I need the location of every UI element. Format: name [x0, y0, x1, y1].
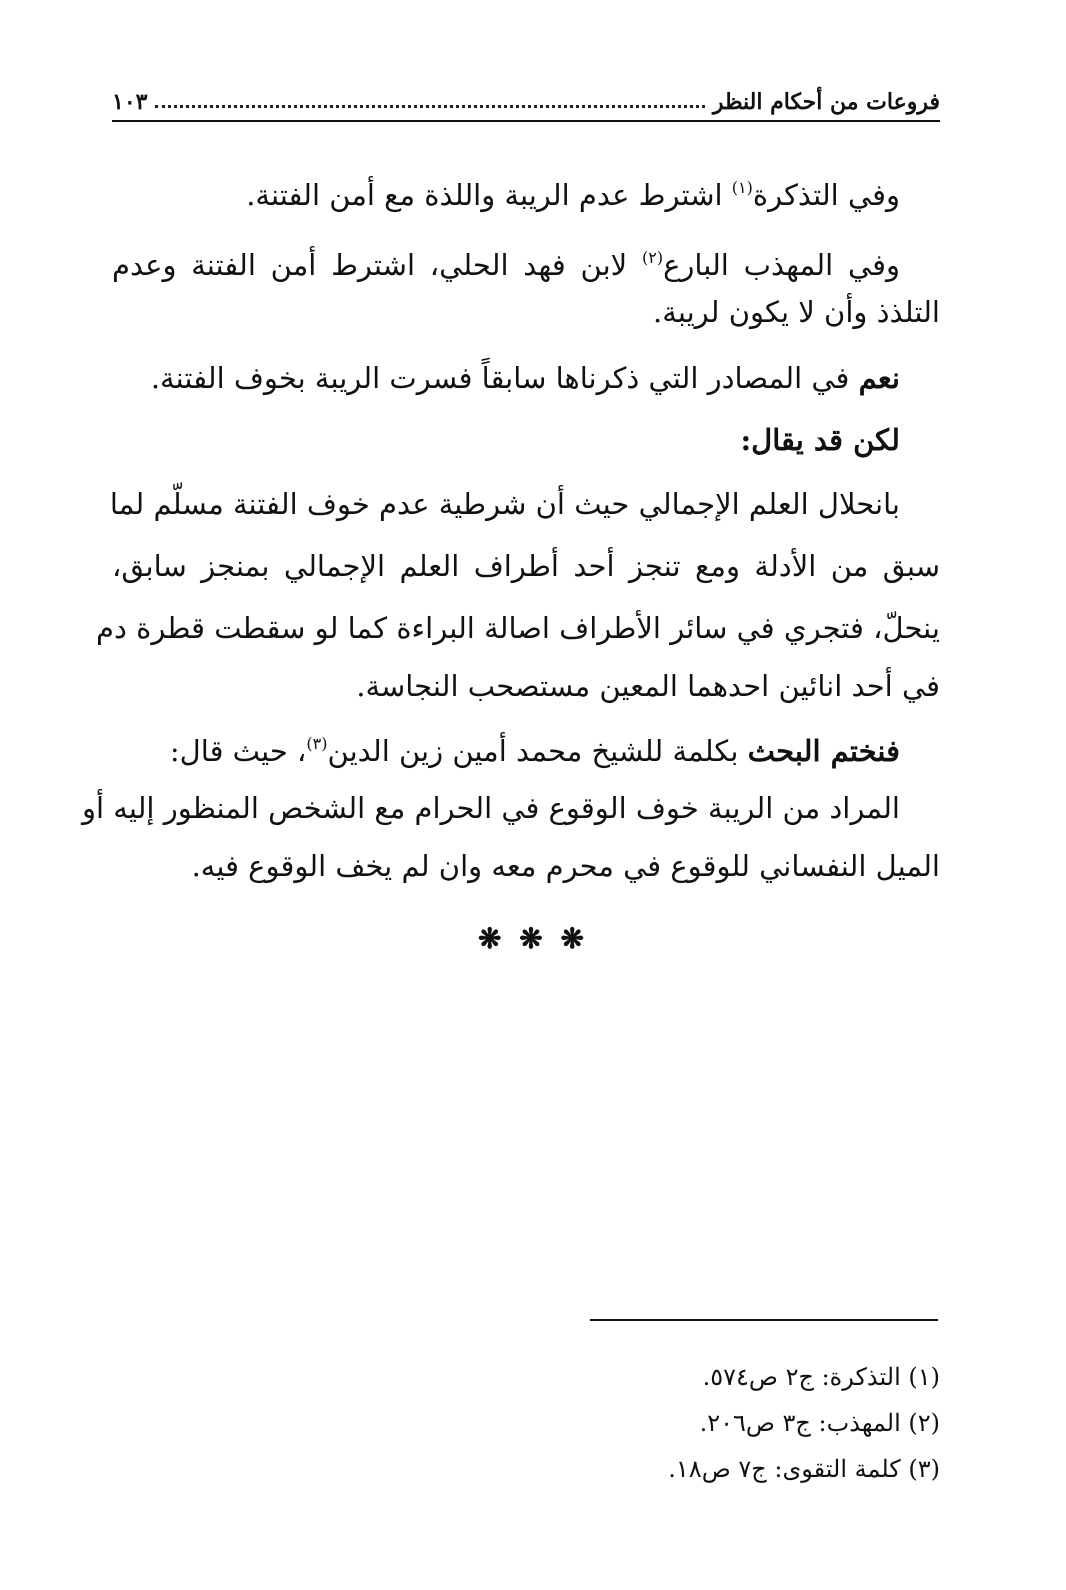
running-header	[112, 84, 940, 122]
paragraph-line-2: وفي المهذب البارع$^{(٢)}$ لابن فهد الحلي، اشترط أمن الفتنة وعدم	[112, 248, 900, 282]
subheading: لكن قد يقال:	[740, 423, 900, 457]
paragraph-line-9: في أحد انائين احدهما المعين مستصحب النجاسة.	[356, 669, 940, 703]
footnote-ref-1: (١)	[731, 178, 753, 197]
footnote-2: (٢) المهذب: ج٣ ص٢٠٦.	[699, 1409, 940, 1437]
section-separator: ❋ ❋ ❋	[478, 922, 588, 955]
quote-line-1: المراد من الريبة خوف الوقوع في الحرام مع الشخص المنظور إليه أو	[82, 791, 900, 825]
footnote-3: (٣) كلمة التقوى: ج٧ ص١٨.	[668, 1455, 940, 1483]
paragraph-line-7: سبق من الأدلة ومع تنجز أحد أطراف العلم الإجمالي بمنجز سابق،	[112, 549, 940, 583]
quote-line-2: الميل النفساني للوقوع في محرم معه وان لم يخف الوقوع فيه.	[191, 849, 940, 883]
paragraph-line-10: فنختم البحث بكلمة للشيخ محمد أمين زين الدين$^{(٣)}$، حيث قال:	[169, 734, 900, 768]
paragraph-line-1: وفي التذكرة$^{(١)}$ اشترط عدم الريبة واللذة مع أمن الفتنة.	[246, 178, 900, 212]
paragraph-line-3: التلذذ وأن لا يكون لريبة.	[653, 295, 940, 329]
paragraph-line-8: ينحلّ، فتجري في سائر الأطراف اصالة البراءة كما لو سقطت قطرة دم	[96, 611, 940, 645]
footnote-ref-3: (٣)	[306, 734, 328, 753]
header-dot-leader	[155, 105, 704, 108]
footnote-ref-2: (٢)	[641, 248, 664, 267]
paragraph-line-4: نعم في المصادر التي ذكرناها سابقاً فسرت الريبة بخوف الفتنة.	[150, 361, 900, 395]
page-number: ١٠٣	[112, 89, 148, 115]
footnote-1: (١) التذكرة: ج٢ ص٥٧٤.	[702, 1363, 940, 1391]
header-title: فروعات من أحكام النظر	[712, 89, 940, 115]
paragraph-line-6: بانحلال العلم الإجمالي حيث أن شرطية عدم خوف الفتنة مسلّم لما	[109, 487, 900, 521]
footnote-rule	[590, 1319, 938, 1321]
